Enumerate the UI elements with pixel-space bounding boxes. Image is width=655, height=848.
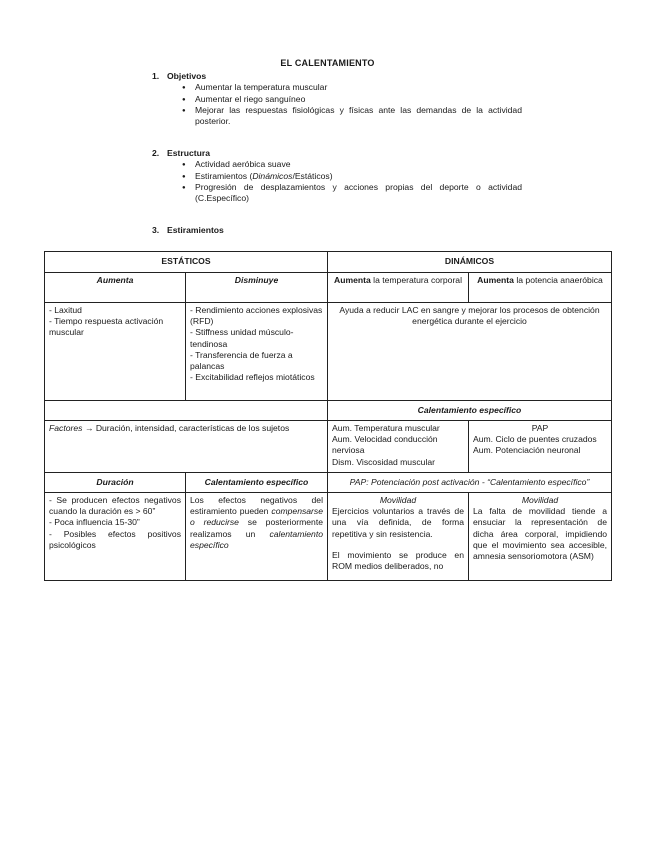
cell-text: se posteriormente realizamos un [190,517,323,539]
disminuye-cell [186,303,328,401]
pap-item: Aum. Potenciación neuronal [473,445,581,456]
disminuye-item: - Stiffness unidad músculo-tendinosa [190,327,294,349]
section-heading-estructura [152,148,522,159]
movilidad-text: Ejercicios voluntarios a través de una vía definida, de forma repetitiva y sin resistencia. [332,506,464,539]
section-number: 1. [152,71,160,81]
factores-cell [45,421,328,473]
cell-italic: compensarse o reducirse [190,506,323,528]
aum-item: Aum. Temperatura muscular [332,423,440,433]
movilidad-title: Movilidad [379,495,417,505]
disminuye-item: - Excitabilidad reflejos miotáticos [190,372,315,383]
list-item: ● Progresión de desplazamientos y acciones propias del deporte o actividad (C.Específico) [152,182,522,205]
cell-bold: Aumenta [477,275,514,285]
disminuye-item: - Transferencia de fuerza a palancas [190,349,293,371]
dyn-temperatura [328,273,469,303]
pap-cell [469,421,612,473]
cell-text: Los efectos negativos del estiramiento pueden [190,495,323,517]
pap-item: Aum. Ciclo de puentes cruzados [473,434,597,445]
aum-item: Dism. Viscosidad muscular [332,456,435,467]
header-cal-especifico-2: Calentamiento específico [186,473,328,493]
list-item-italic: Dinámicos [252,170,293,181]
list-item: ● Actividad aeróbica suave [152,159,522,170]
movilidad-text: El movimiento se produce en ROM medios deliberados, no [332,549,464,571]
list-item-text: Estiramientos ( [195,170,253,181]
factores-label: Factores [49,423,83,433]
aum-item: Aum. Velocidad conducción nerviosa [332,434,438,456]
cell-italic: calentamiento específico [190,528,323,550]
pap-title: PAP [531,423,549,433]
page-title: EL CALENTAMIENTO [280,58,375,68]
duracion-item: - Posibles efectos positivos psicológicos [49,528,181,550]
dyn-lac-text: Ayuda a reducir LAC en sangre y mejorar los procesos de obtención energética durante el ejercicio [339,305,600,327]
cell-text: la temperatura corporal [370,275,462,285]
section-heading-text: Objetivos [167,71,207,81]
section-number: 3. [152,225,160,235]
dyn-potencia [469,273,612,303]
cal-especifico-cell [186,493,328,581]
section-heading-text: Estructura [167,148,210,158]
header-disminuye: Disminuye [186,273,328,303]
movilidad-2-cell [469,493,612,581]
cell-bold: Aumenta [333,275,371,285]
stretching-table [44,251,612,581]
duracion-cell [45,493,186,581]
duracion-item: - Poca influencia 15-30” [49,517,140,528]
empty-cell [45,401,328,421]
header-dinamicos: DINÁMICOS [328,252,612,273]
arrow-glyph: → [82,423,96,433]
section-heading-text: Estiramientos [167,225,224,235]
movilidad-title: Movilidad [521,495,559,505]
objetivos-list [152,82,522,127]
section-estructura [152,148,522,205]
section-heading-objetivos [152,71,522,82]
aum-cell [328,421,469,473]
cell-text: la potencia anaeróbica [513,275,603,285]
pap-full-cell: PAP: Potenciación post activación - “Calentamiento específico” [328,473,612,493]
list-item: ● Aumentar la temperatura muscular [152,82,522,93]
factores-text: Duración, intensidad, características de los sujetos [95,423,290,433]
section-heading-estiramientos [152,225,522,236]
aumenta-item: - Tiempo respuesta activación muscular [49,316,164,338]
list-item [152,171,522,182]
movilidad-text: La falta de movilidad tiende a ensuciar la representación de dicha área corporal, impidiendo que el movimiento sea accesible, amnesia sensoriomotora (ASM) [473,506,607,561]
list-item: ● Mejorar las respuestas fisiológicas y físicas ante las demandas de la actividad posterior. [152,105,522,128]
disminuye-item: - Rendimiento acciones explosivas (RFD) [190,305,323,327]
aumenta-cell [45,303,186,401]
movilidad-cell [328,493,469,581]
header-estaticos: ESTÁTICOS [45,252,328,273]
aumenta-item: - Laxitud [49,305,82,315]
header-duracion: Duración [45,473,186,493]
header-aumenta: Aumenta [45,273,186,303]
estructura-list [152,159,522,204]
duracion-item: - Se producen efectos negativos cuando la duración es > 60” [49,495,181,517]
list-item-text: /Estáticos) [292,170,333,181]
section-estiramientos [152,225,522,236]
header-cal-especifico: Calentamiento específico [328,401,612,421]
section-number: 2. [152,148,160,158]
section-objetivos [152,71,522,128]
dyn-lac-cell [328,303,612,401]
list-item: ● Aumentar el riego sanguíneo [152,94,522,105]
